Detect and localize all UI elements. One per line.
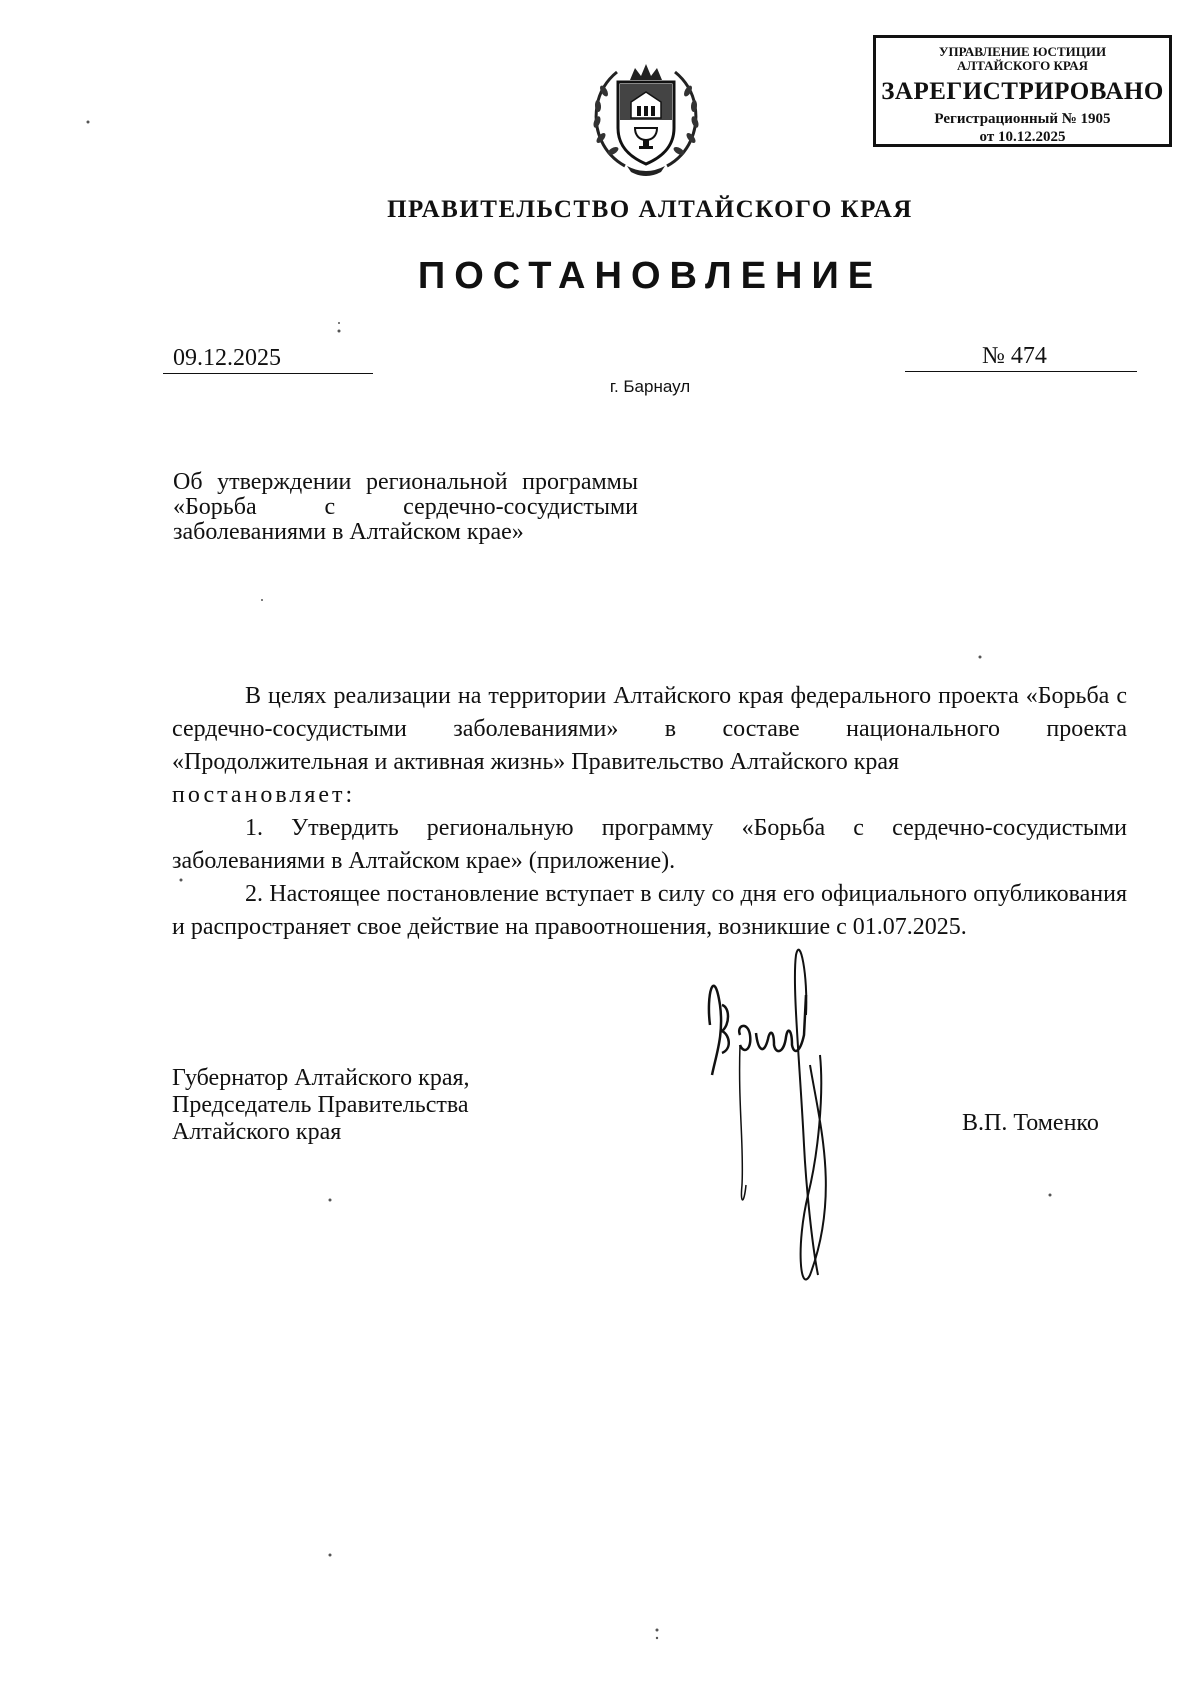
decree-word: постановляет:	[172, 782, 356, 808]
document-date-field	[163, 345, 373, 374]
stamp-agency-line2: АЛТАЙСКОГО КРАЯ	[957, 58, 1088, 73]
document-number: № 474	[982, 343, 1047, 369]
stamp-registration-number: Регистрационный № 1905	[934, 111, 1111, 127]
signatory-position	[172, 1065, 470, 1146]
document-number-field	[905, 343, 1137, 372]
preamble-paragraph: В целях реализации на территории Алтайского края федерального проекта «Борьба с сердечно-сосудистыми заболеваниями» в составе национального проекта «Продолжительная и активная жизнь» Правительство Алтайского края	[172, 683, 1127, 775]
stamp-date: от 10.12.2025	[979, 129, 1066, 145]
handwritten-signature-icon	[700, 945, 880, 1345]
registration-stamp	[873, 35, 1172, 147]
document-body	[172, 680, 1127, 944]
position-line-2: Председатель Правительства	[172, 1092, 469, 1118]
position-line-1: Губернатор Алтайского края,	[172, 1065, 470, 1091]
item-1-paragraph: 1. Утвердить региональную программу «Борьба с сердечно-сосудистыми заболеваниями в Алтайском крае» (приложение).	[172, 815, 1127, 874]
document-type-title: ПОСТАНОВЛЕНИЕ	[417, 255, 883, 297]
document-subject: Об утверждении региональной программы «Борьба с сердечно-сосудистыми заболеваниями в Алтайском крае»	[173, 469, 638, 545]
coat-of-arms-icon	[585, 58, 707, 180]
government-title: ПРАВИТЕЛЬСТВО АЛТАЙСКОГО КРАЯ	[387, 196, 913, 223]
document-date: 09.12.2025	[173, 345, 281, 371]
city-label: г. Барнаул	[609, 377, 691, 396]
item-2-paragraph: 2. Настоящее постановление вступает в силу со дня его официального опубликования и распространяет свое действие на правоотношения, возникшие с 01.07.2025.	[172, 881, 1127, 940]
signatory-name: В.П. Томенко	[962, 1110, 1099, 1136]
stamp-agency-line1: УПРАВЛЕНИЕ ЮСТИЦИИ	[938, 44, 1107, 59]
position-line-3: Алтайского края	[172, 1119, 342, 1145]
stamp-status: ЗАРЕГИСТРИРОВАНО	[881, 78, 1164, 105]
